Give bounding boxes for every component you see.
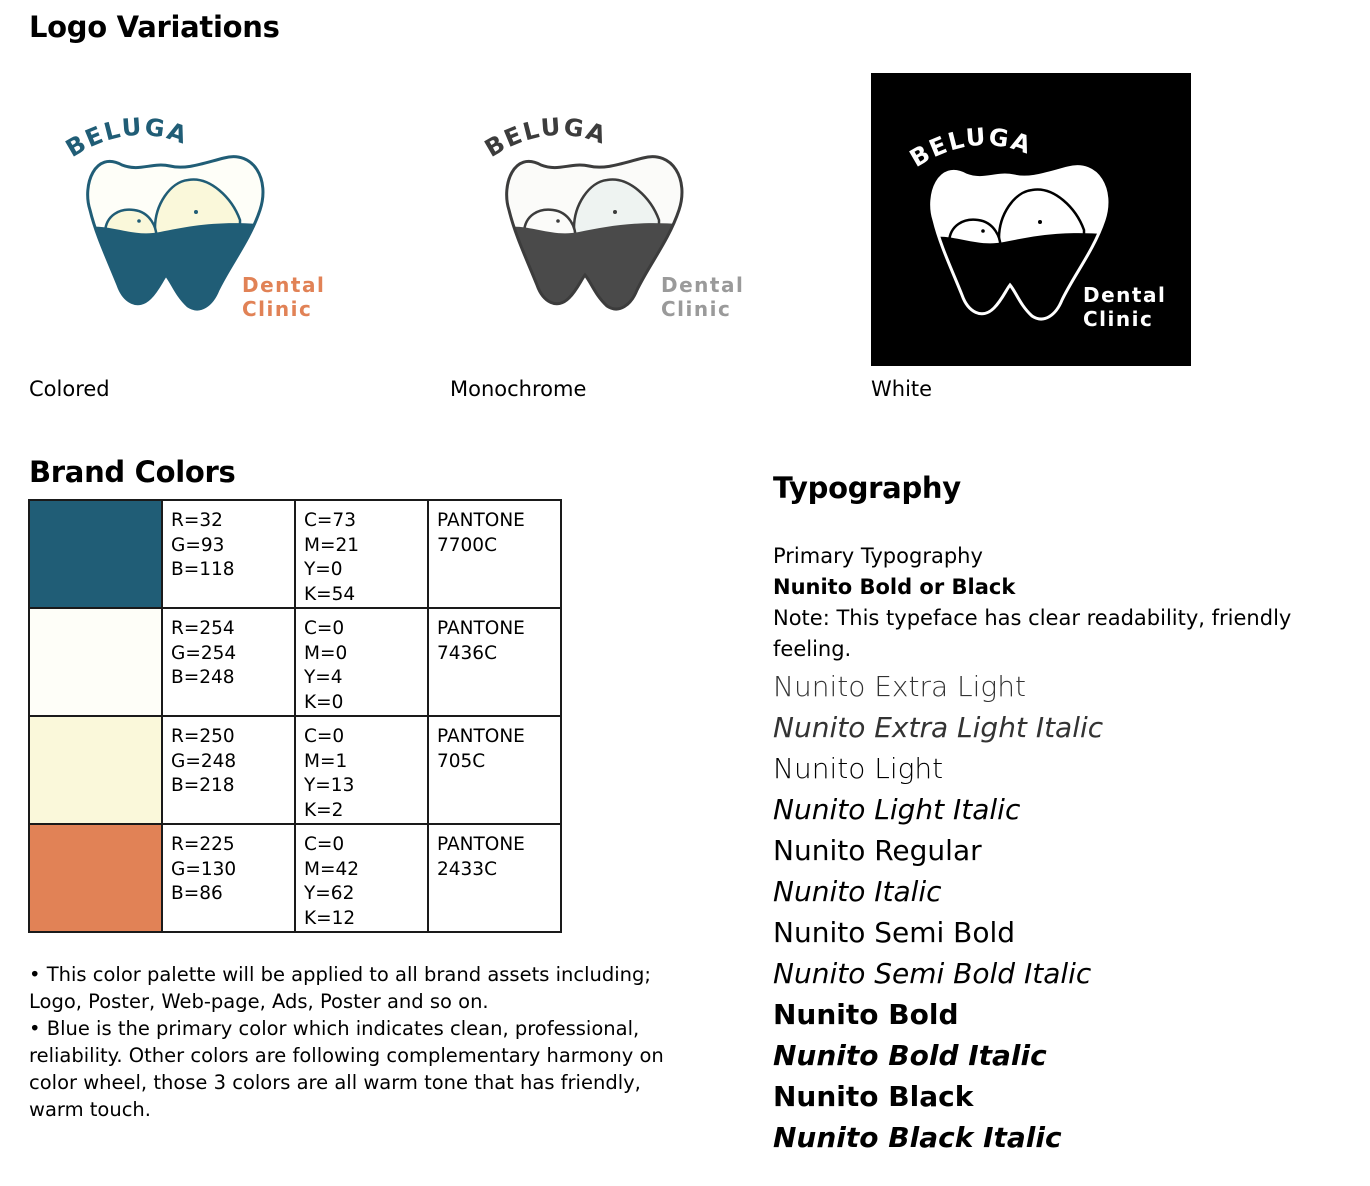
cmyk-values-line: K=0 [304, 691, 344, 713]
rgb-values-line: G=248 [171, 750, 237, 772]
color-row [29, 608, 561, 716]
pantone-code-line: 705C [437, 750, 486, 772]
rgb-values-line: B=118 [171, 559, 235, 580]
svg-text:Clinic: Clinic [1083, 307, 1154, 331]
cmyk-values [295, 824, 428, 932]
rgb-values-line: R=32 [171, 510, 223, 531]
logo-colored [60, 110, 350, 335]
cmyk-values-line: C=0 [304, 726, 345, 747]
font-sample: Nunito Semi Bold Italic [773, 957, 1092, 990]
font-sample: Nunito Black Italic [773, 1121, 1062, 1154]
cmyk-values-line: Y=13 [304, 775, 355, 796]
font-sample: Nunito Light [773, 752, 944, 785]
cmyk-values-line: M=21 [304, 534, 360, 556]
logo-monochrome [479, 110, 769, 335]
font-sample: Nunito Semi Bold [773, 916, 1016, 949]
color-note-1: • This color palette will be applied to all brand assets including; Logo, Poster, Web-page, Ads, Poster and so on. [29, 963, 651, 1013]
pantone-code [428, 500, 561, 608]
pantone-code [428, 608, 561, 716]
rgb-values-line: G=130 [171, 858, 237, 880]
pantone-code-line: 2433C [437, 858, 497, 880]
font-sample: Nunito Extra Light [773, 670, 1026, 703]
cmyk-values-line: C=0 [304, 834, 345, 855]
svg-text:BELUGA: BELUGA [60, 112, 193, 163]
font-sample: Nunito Extra Light Italic [773, 711, 1104, 744]
rgb-values [162, 824, 295, 932]
svg-text:BELUGA: BELUGA [479, 112, 612, 163]
pantone-code-line: PANTONE [437, 726, 525, 747]
color-swatch [29, 824, 162, 932]
rgb-values-line: R=250 [171, 726, 235, 747]
cmyk-values-line: K=54 [304, 583, 356, 605]
pantone-code [428, 716, 561, 824]
color-row [29, 500, 561, 608]
cmyk-values-line: M=1 [304, 750, 348, 772]
pantone-code-line: 7700C [437, 534, 497, 556]
font-sample: Nunito Light Italic [773, 793, 1021, 826]
rgb-values-line: B=248 [171, 667, 235, 688]
cmyk-values-line: K=2 [304, 799, 344, 821]
svg-text:Dental: Dental [661, 273, 745, 297]
typography-title: Typography [773, 471, 961, 505]
color-row [29, 716, 561, 824]
typography-intro [773, 541, 1370, 665]
cmyk-values-line: Y=62 [304, 883, 355, 904]
primary-typography-label: Primary Typography [773, 544, 983, 568]
font-sample: Nunito Bold Italic [773, 1039, 1047, 1072]
svg-text:BELUGA: BELUGA [904, 122, 1037, 173]
cmyk-values-line: Y=4 [304, 667, 343, 688]
font-sample-list [773, 666, 1103, 1158]
cmyk-values-line: C=73 [304, 510, 356, 531]
color-notes [29, 961, 689, 1123]
primary-font-name: Nunito Bold or Black [773, 575, 1016, 599]
color-note-2: • Blue is the primary color which indicates clean, professional, reliability. Other colors are following complementary harmony on color wheel, those 3 colors are all warm tone that has friendly, warm touch. [29, 1017, 664, 1121]
rgb-values-line: G=254 [171, 642, 237, 664]
logo-white [871, 73, 1191, 366]
svg-text:Clinic: Clinic [661, 297, 732, 321]
logo-variations-title: Logo Variations [29, 10, 280, 44]
cmyk-values-line: M=0 [304, 642, 348, 664]
font-sample: Nunito Black [773, 1080, 974, 1113]
cmyk-values [295, 608, 428, 716]
svg-text:Dental: Dental [1083, 283, 1167, 307]
font-sample: Nunito Bold [773, 998, 959, 1031]
pantone-code-line: PANTONE [437, 618, 525, 639]
caption-colored: Colored [29, 377, 110, 401]
caption-monochrome: Monochrome [450, 377, 587, 401]
pantone-code-line: 7436C [437, 642, 497, 664]
svg-text:Dental: Dental [242, 273, 326, 297]
caption-white: White [871, 377, 933, 401]
cmyk-values-line: Y=0 [304, 559, 343, 580]
brand-colors-table [28, 499, 562, 933]
font-sample: Nunito Regular [773, 834, 982, 867]
cmyk-values [295, 716, 428, 824]
rgb-values-line: B=218 [171, 775, 235, 796]
cmyk-values-line: M=42 [304, 858, 360, 880]
brand-colors-title: Brand Colors [29, 455, 236, 489]
rgb-values-line: R=225 [171, 834, 235, 855]
rgb-values [162, 716, 295, 824]
color-swatch [29, 500, 162, 608]
color-row [29, 824, 561, 932]
rgb-values-line: R=254 [171, 618, 235, 639]
rgb-values-line: B=86 [171, 883, 223, 904]
pantone-code-line: PANTONE [437, 834, 525, 855]
color-swatch [29, 716, 162, 824]
typography-note: Note: This typeface has clear readability, friendly feeling. [773, 606, 1292, 661]
cmyk-values [295, 500, 428, 608]
cmyk-values-line: K=12 [304, 907, 356, 929]
cmyk-values-line: C=0 [304, 618, 345, 639]
rgb-values [162, 608, 295, 716]
svg-text:Clinic: Clinic [242, 297, 313, 321]
font-sample: Nunito Italic [773, 875, 942, 908]
rgb-values [162, 500, 295, 608]
color-swatch [29, 608, 162, 716]
rgb-values-line: G=93 [171, 534, 225, 556]
pantone-code [428, 824, 561, 932]
pantone-code-line: PANTONE [437, 510, 525, 531]
